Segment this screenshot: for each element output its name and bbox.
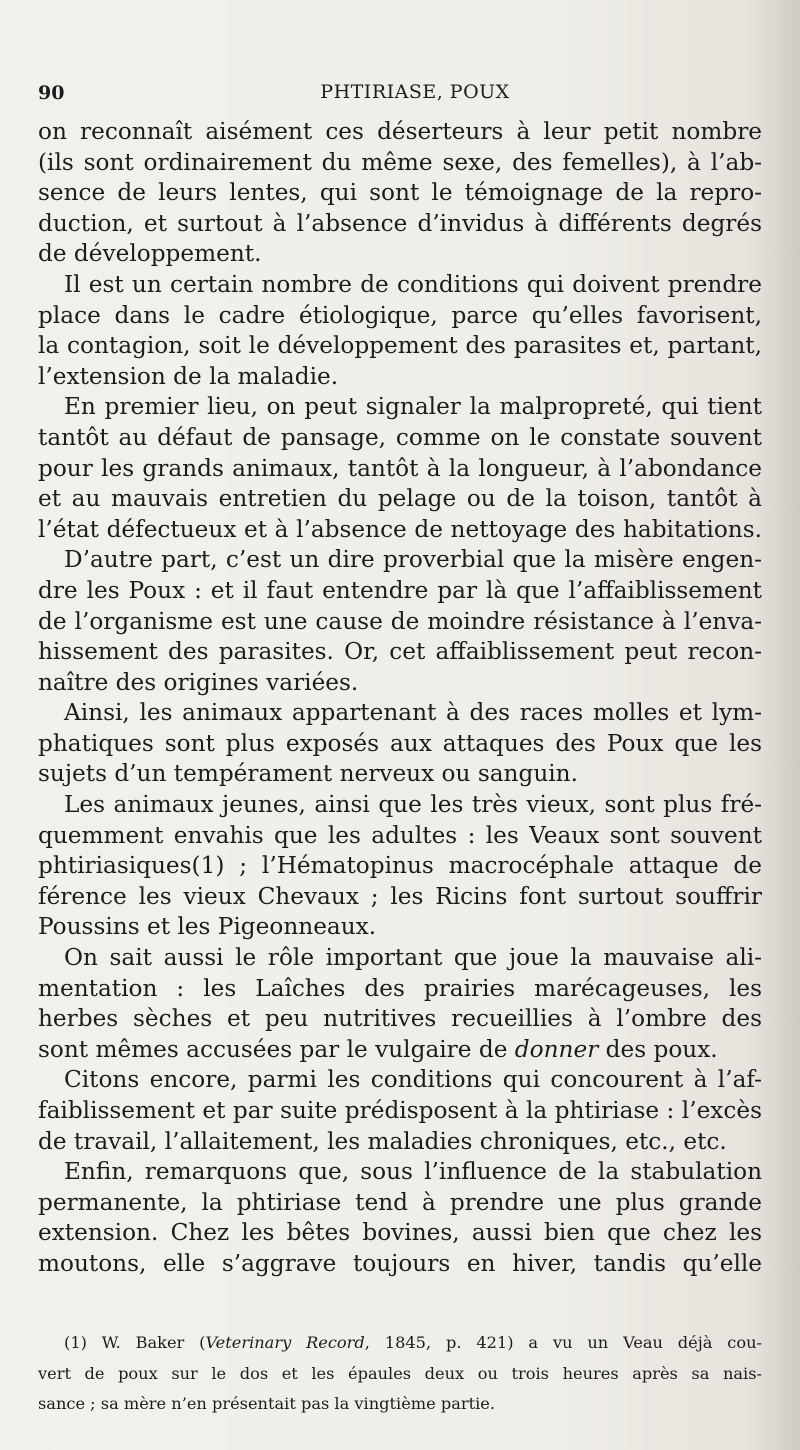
text-fragment: , 1845, p. 421) a vu un Veau déjà cou- [364,1333,762,1352]
italic-text: Veterinary Record [205,1333,365,1352]
page-number: 90 [38,82,65,104]
text-line: D’autre part, c’est un dire proverbial que la misère engen- [64,546,762,574]
text-line: quemment envahis que les adultes : les Veaux sont souvent [38,821,762,849]
text-line: mentation : les Laîches des prairies marécageuses, les [38,974,762,1002]
text-line: férence les vieux Chevaux ; les Ricins font surtout souffrir [38,882,762,910]
paragraph [38,943,762,1065]
page-header [38,78,762,108]
text-line: de travail, l’allaitement, les maladies chroniques, etc., etc. [38,1127,727,1155]
text-line: phatiques sont plus exposés aux attaques des Poux que les [38,729,762,757]
text-line: Il est un certain nombre de conditions qui doivent prendre [64,270,762,298]
paragraph [38,545,762,698]
text-line: tantôt au défaut de pansage, comme on le constate souvent [38,423,762,451]
text-line: sence de leurs lentes, qui sont le témoignage de la repro- [38,179,762,207]
text-line [38,1035,762,1066]
text-line: hissement des parasites. Or, cet affaiblissement peut recon- [38,638,762,666]
text-line: place dans le cadre étiologique, parce qu’elles favorisent, [38,301,762,329]
text-line: faiblissement et par suite prédisposent à la phtiriase : l’excès [38,1097,762,1124]
text-line: (ils sont ordinairement du même sexe, des femelles), à l’ab- [38,148,762,176]
paragraph [38,698,762,790]
running-head: PHTIRIASE, POUX [320,81,510,103]
text-line: on reconnaît aisément ces déserteurs à leur petit nombre [38,118,762,145]
text-line: moutons, elle s’aggrave toujours en hiver, tandis qu’elle [38,1249,762,1277]
text-line: l’extension de la maladie. [38,362,339,390]
text-line: sujets d’un tempérament nerveux ou sanguin. [38,760,578,788]
text-line: Enfin, remarquons que, sous l’influence de la stabulation [64,1158,762,1186]
text-line: naître des origines variées. [38,668,359,696]
text-line: On sait aussi le rôle important que joue la mauvaise ali- [64,944,762,972]
text-line: et au mauvais entretien du pelage ou de la toison, tantôt à [38,485,762,513]
text-line: duction, et surtout à l’absence d’invidus à différents degrés [38,209,762,237]
text-line: Les animaux jeunes, ainsi que les très vieux, sont plus fré- [64,791,762,819]
text-line: sance ; sa mère n’en présentait pas la vingtième partie. [38,1394,496,1414]
text-line: Citons encore, parmi les conditions qui concourent à l’af- [64,1066,762,1094]
body-text [38,117,762,1280]
text-line: pour les grands animaux, tantôt à la longueur, à l’abondance [38,454,762,482]
text-line: de développement. [38,240,262,268]
text-line: extension. Chez les bêtes bovines, aussi bien que chez les [38,1219,762,1247]
text-line [38,1331,762,1362]
footnote [38,1331,762,1417]
paragraph [38,790,762,943]
text-fragment: (1) W. Baker ( [64,1333,206,1352]
text-line: l’état défectueux et à l’absence de nettoyage des habitations. [38,515,762,543]
italic-text: donner [514,1035,599,1063]
paragraph [38,392,762,545]
text-line: herbes sèches et peu nutritives recueillies à l’ombre des [38,1005,762,1033]
text-line: Ainsi, les animaux appartenant à des races molles et lym- [64,699,762,727]
text-fragment: des poux. [598,1035,718,1063]
text-line: phtiriasiques(1) ; l’Hématopinus macrocéphale attaque de [38,852,762,880]
paragraph [38,1065,762,1157]
paragraph [38,270,762,392]
text-line: dre les Poux : et il faut entendre par là que l’affaiblissement [38,576,762,604]
text-line: de l’organisme est une cause de moindre résistance à l’enva- [38,607,762,635]
text-line: permanente, la phtiriase tend à prendre une plus grande [38,1188,762,1216]
text-line: la contagion, soit le développement des parasites et, partant, [38,332,762,360]
text-fragment: sont mêmes accusées par le vulgaire de [38,1035,515,1063]
paragraph [38,117,762,270]
text-line: Poussins et les Pigeonneaux. [38,913,377,941]
text-line: vert de poux sur le dos et les épaules deux ou trois heures après sa nais- [38,1363,762,1383]
text-line: En premier lieu, on peut signaler la malpropreté, qui tient [64,393,762,421]
paragraph [38,1157,762,1279]
